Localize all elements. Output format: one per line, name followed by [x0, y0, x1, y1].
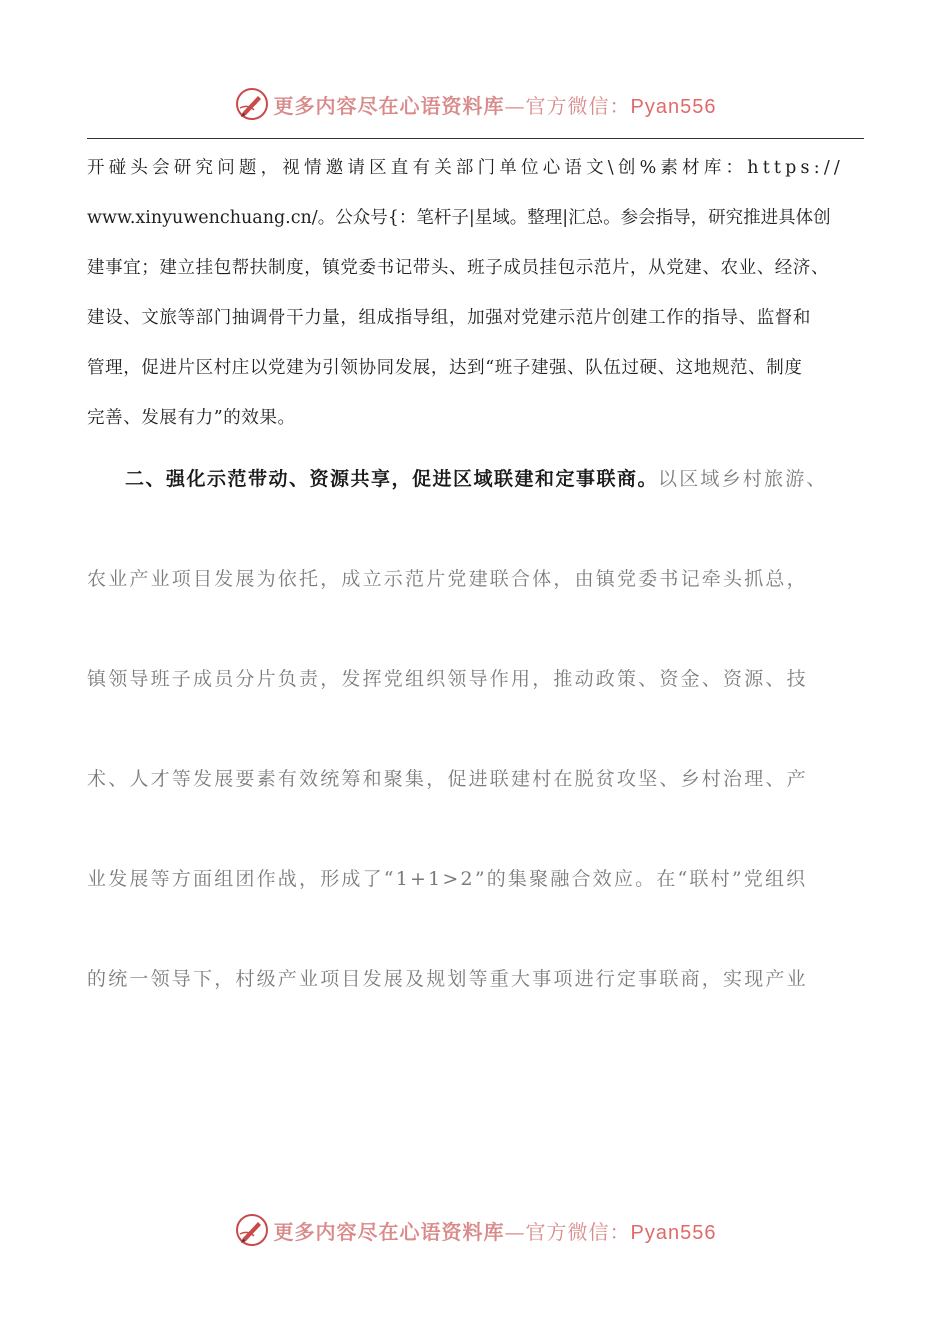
section-heading: 二、强化示范带动、资源共享，促进区域联建和定事联商。 — [125, 468, 659, 490]
footer-watermark — [0, 1210, 950, 1250]
watermark-text — [274, 90, 717, 119]
paragraph-1-line: 完善、发展有力”的效果。 — [87, 408, 296, 428]
pen-logo-icon — [234, 86, 270, 122]
paragraph-2 — [87, 455, 864, 1055]
pen-logo-icon — [234, 1212, 270, 1248]
watermark-dash: — — [504, 93, 526, 118]
paragraph-2-line: 的统一领导下，村级产业项目发展及规划等重大事项进行定事联商，实现产业 — [87, 968, 808, 990]
watermark-account: Pyan556 — [630, 95, 717, 118]
paragraph-1 — [87, 143, 864, 443]
watermark-account: Pyan556 — [630, 1221, 717, 1244]
watermark-channel: 官方微信： — [525, 93, 631, 118]
watermark-brand: 更多内容尽在心语资料库 — [273, 93, 505, 118]
paragraph-2-line: 业发展等方面组团作战，形成了“1+1>2”的集聚融合效应。在“联村”党组织 — [87, 868, 808, 890]
paragraph-2-line: 术、人才等发展要素有效统筹和聚集，促进联建村在脱贫攻坚、乡村治理、产 — [87, 768, 808, 790]
watermark-brand: 更多内容尽在心语资料库 — [273, 1219, 505, 1244]
paragraph-1-line: 建事宜；建立挂包帮扶制度，镇党委书记带头、班子成员挂包示范片，从党建、农业、经济、 — [87, 258, 830, 278]
paragraph-2-line: 农业产业项目发展为依托，成立示范片党建联合体，由镇党委书记牵头抓总， — [87, 568, 808, 590]
watermark-channel: 官方微信： — [525, 1219, 631, 1244]
header-watermark — [0, 84, 950, 124]
paragraph-2-first-line — [87, 455, 864, 555]
paragraph-2-lead-text: 以区域乡村旅游、 — [658, 468, 828, 490]
header-divider — [87, 138, 864, 139]
watermark-text — [274, 1216, 717, 1245]
paragraph-2-line: 镇领导班子成员分片负责，发挥党组织领导作用，推动政策、资金、资源、技 — [87, 668, 808, 690]
paragraph-1-line: 管理，促进片区村庄以党建为引领协同发展，达到“班子建强、队伍过硬、这地规范、制度 — [87, 358, 803, 378]
paragraph-1-line: www.xinyuwenchuang.cn/。公众号{：笔杆子|星域。整理|汇总。参会指导，研究推进具体创 — [87, 208, 831, 228]
paragraph-1-line: 开碰头会研究问题，视情邀请区直有关部门单位心语文\创%素材库：https:// — [87, 158, 845, 178]
watermark-dash: — — [504, 1219, 526, 1244]
paragraph-1-line: 建设、文旅等部门抽调骨干力量，组成指导组，加强对党建示范片创建工作的指导、监督和 — [87, 308, 811, 328]
